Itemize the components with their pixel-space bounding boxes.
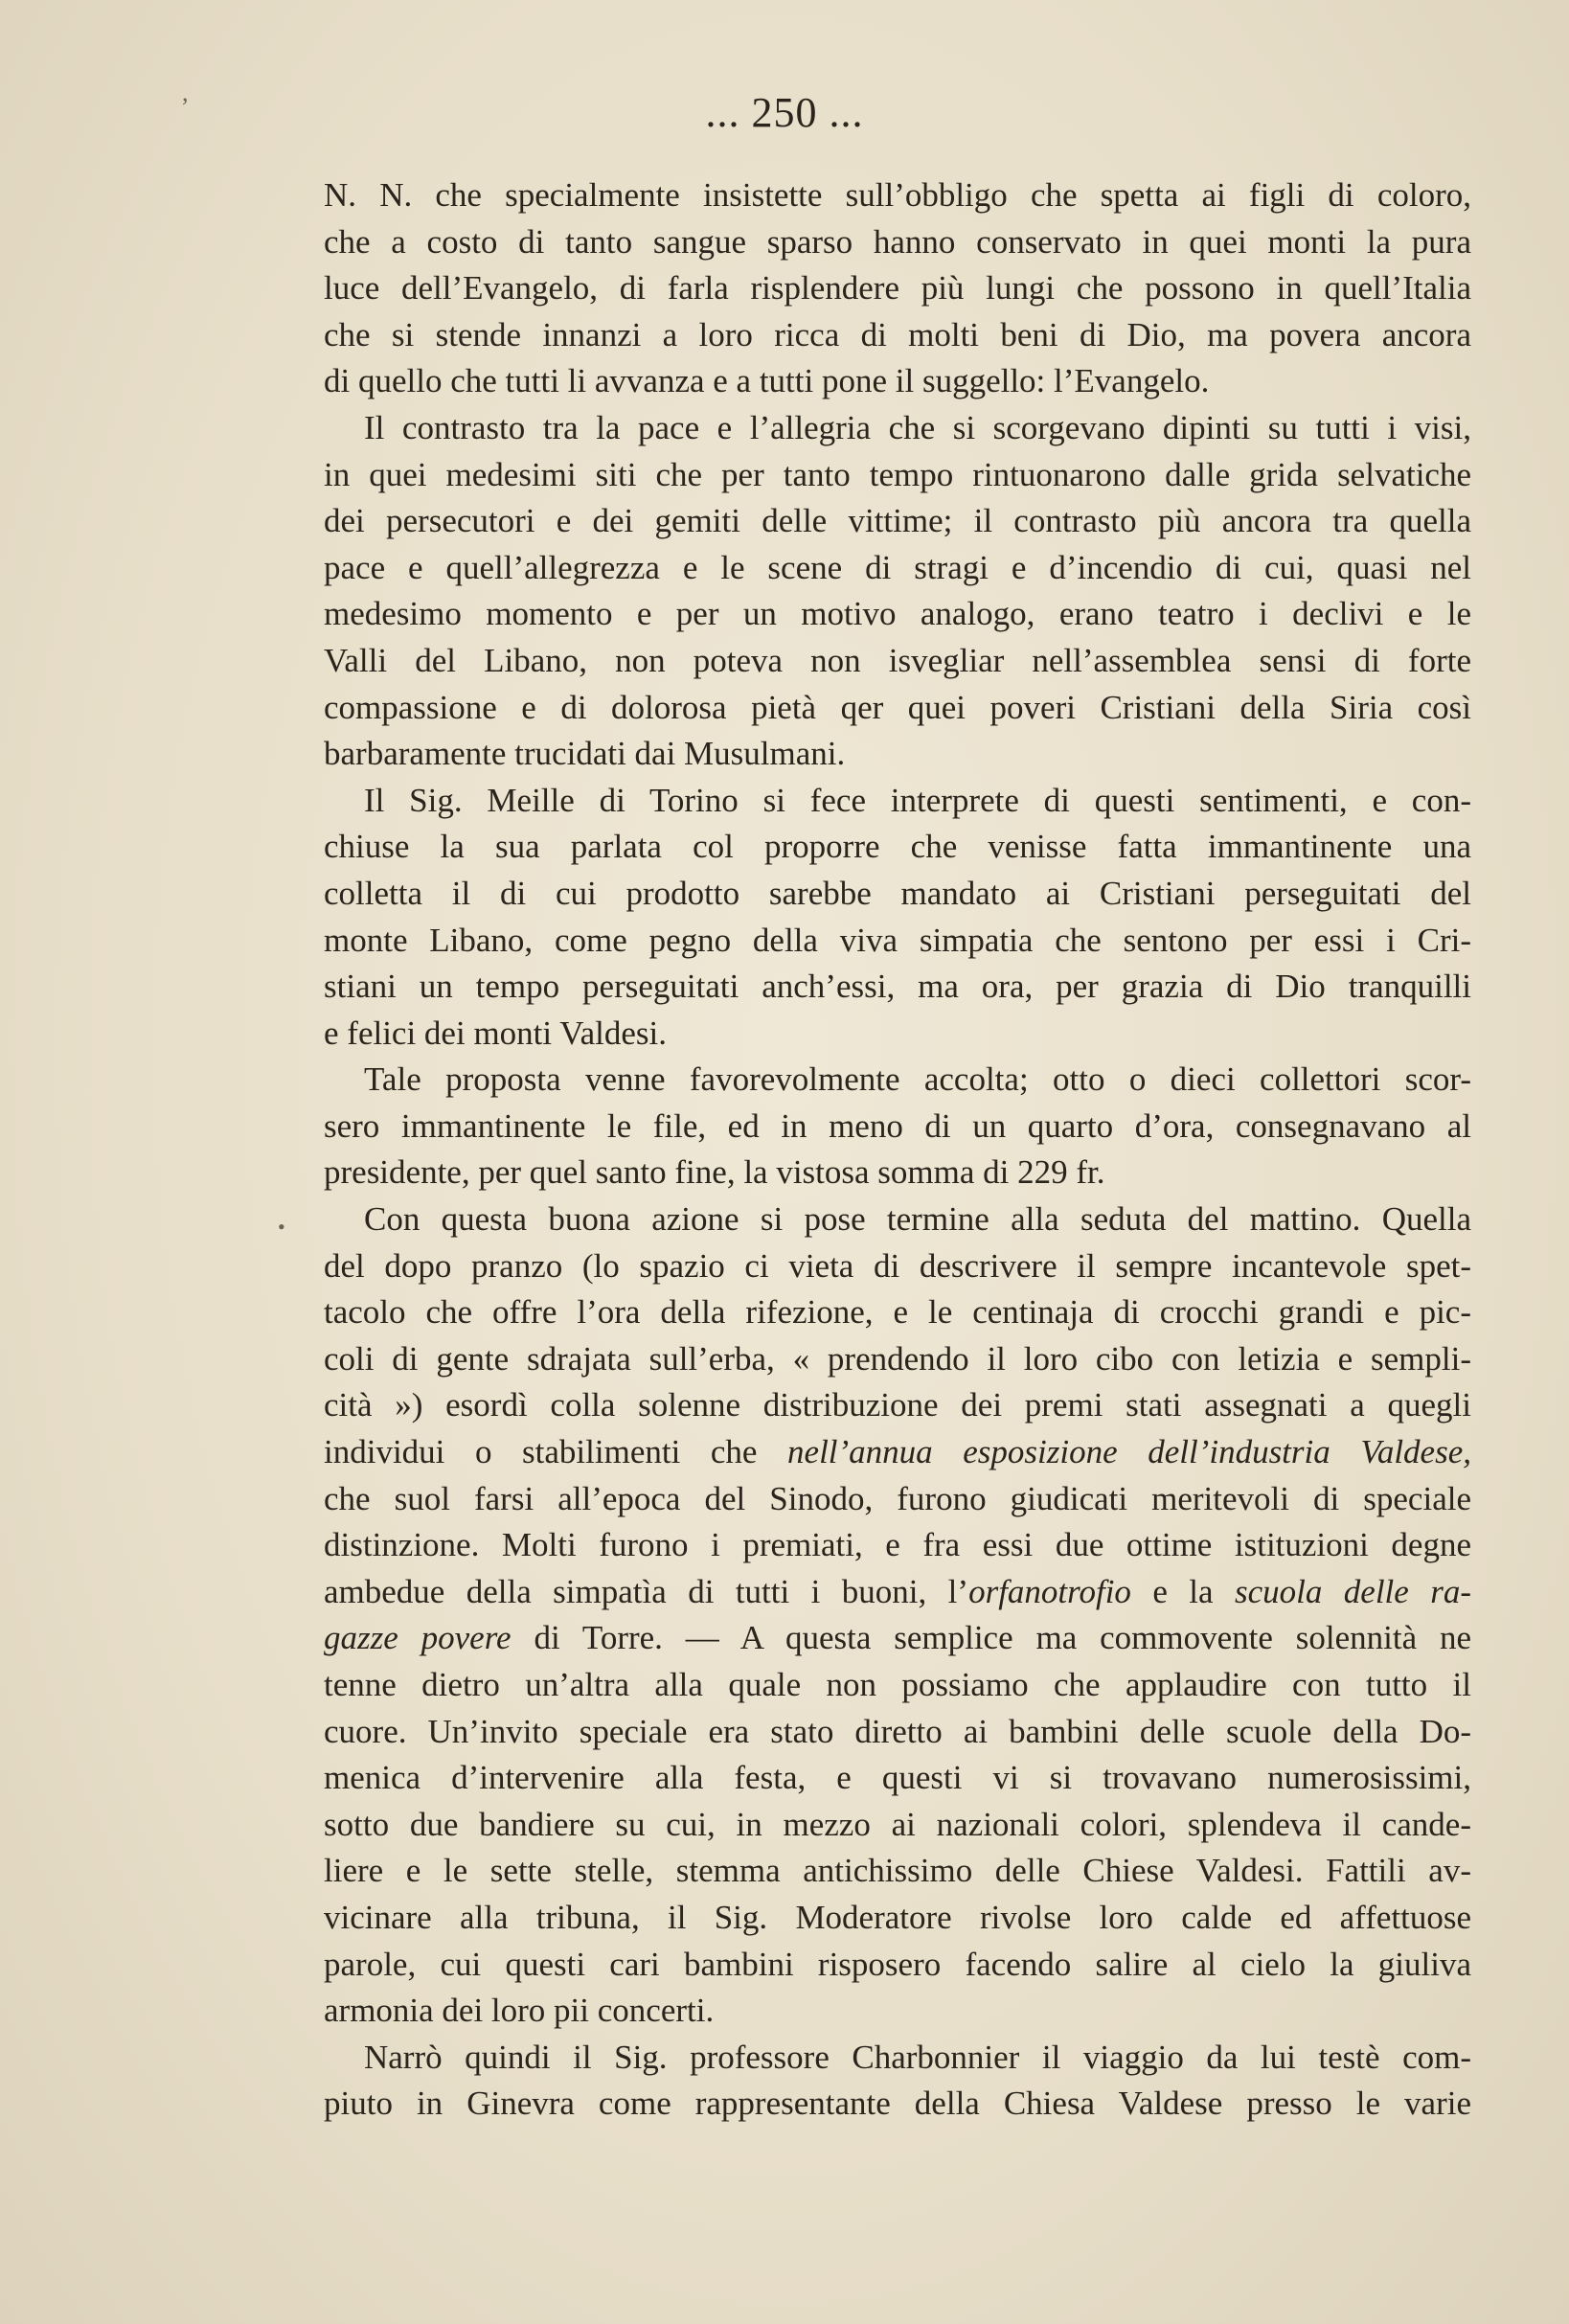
text-line: Il Sig. Meille di Torino si fece interprete di questi sentimenti, e con- <box>364 781 1471 819</box>
text-run: individui o stabilimenti che <box>324 1433 788 1471</box>
page-number: ... 250 ... <box>705 89 864 136</box>
margin-mark: , <box>182 79 189 106</box>
text-line: Narrò quindi il Sig. professore Charbonnier il viaggio da lui testè com- <box>364 2038 1471 2076</box>
text-line: liere e le sette stelle, stemma antichissimo delle Chiese Valdesi. Fattili av- <box>324 1852 1471 1890</box>
text-line: compassione e di dolorosa pietà qer quei poveri Cristiani della Siria così <box>324 688 1471 726</box>
text-line: distinzione. Molti furono i premiati, e fra essi due ottime istituzioni degne <box>324 1526 1471 1564</box>
text-run: ambedue della simpatìa di tutti i buoni, l’ <box>324 1572 969 1610</box>
text-line: Valli del Libano, non poteva non isvegliar nell’assemblea sensi di forte <box>324 641 1471 679</box>
text-line: in quei medesimi siti che per tanto tempo rintuonarono dalle grida selvatiche <box>324 455 1471 493</box>
text-line: medesimo momento e per un motivo analogo, erano teatro i declivi e le <box>324 595 1471 633</box>
body-text <box>324 172 1471 2128</box>
text-line <box>324 1615 1471 1662</box>
text-line: monte Libano, come pegno della viva simpatia che sentono per essi i Cri- <box>324 921 1471 959</box>
text-line: presidente, per quel santo fine, la vistosa somma di 229 fr. <box>324 1153 1105 1192</box>
italic-text: scuola delle ra- <box>1234 1572 1471 1610</box>
text-line: parole, cui questi cari bambini risposero facendo salire al cielo la giuliva <box>324 1945 1471 1983</box>
text-line: chiuse la sua parlata col proporre che venisse fatta immantinente una <box>324 828 1471 866</box>
text-line: che a costo di tanto sangue sparso hanno conservato in quei monti la pura <box>324 222 1471 261</box>
text-line: N. N. che specialmente insistette sull’obbligo che spetta ai figli di coloro, <box>324 176 1471 214</box>
text-run: di Torre. — A questa semplice ma commovente solennità ne <box>511 1619 1471 1657</box>
text-line: dei persecutori e dei gemiti delle vittime; il contrasto più ancora tra quella <box>324 502 1471 540</box>
text-line: pace e quell’allegrezza e le scene di stragi e d’incendio di cui, quasi nel <box>324 548 1471 586</box>
italic-text: nell’annua esposizione dell’industria Valdese, <box>787 1433 1471 1471</box>
text-run: e la <box>1130 1572 1235 1610</box>
text-line: coli di gente sdrajata sull’erba, « prendendo il loro cibo con letizia e sempli- <box>324 1339 1471 1378</box>
text-line: cità ») esordì colla solenne distribuzione dei premi stati assegnati a quegli <box>324 1386 1471 1424</box>
text-line: menica d’intervenire alla festa, e questi vi si trovavano numerosissimi, <box>324 1759 1471 1797</box>
text-line: tacolo che offre l’ora della rifezione, e le centinaja di crocchi grandi e pic- <box>324 1293 1471 1332</box>
text-line <box>324 1429 1471 1476</box>
text-line: sotto due bandiere su cui, in mezzo ai nazionali colori, splendeva il cande- <box>324 1805 1471 1843</box>
text-line: stiani un tempo perseguitati anch’essi, ma ora, per grazia di Dio tranquilli <box>324 968 1471 1006</box>
text-line: e felici dei monti Valdesi. <box>324 1014 668 1052</box>
margin-mark: • <box>278 1215 285 1239</box>
text-line: colletta il di cui prodotto sarebbe mandato ai Cristiani perseguitati del <box>324 874 1471 912</box>
text-line: vicinare alla tribuna, il Sig. Moderatore rivolse loro calde ed affettuose <box>324 1898 1471 1936</box>
text-line <box>324 1569 1471 1616</box>
text-line: barbaramente trucidati dai Musulmani. <box>324 735 846 773</box>
text-line: Il contrasto tra la pace e l’allegria che si scorgevano dipinti su tutti i visi, <box>364 408 1471 446</box>
text-line: piuto in Ginevra come rappresentante della Chiesa Valdese presso le varie <box>324 2085 1471 2123</box>
text-line: cuore. Un’invito speciale era stato diretto ai bambini delle scuole della Do- <box>324 1712 1471 1750</box>
text-line: tenne dietro un’altra alla quale non possiamo che applaudire con tutto il <box>324 1666 1471 1703</box>
italic-text: orfanotrofio <box>968 1572 1131 1610</box>
text-line: che suol farsi all’epoca del Sinodo, furono giudicati meritevoli di speciale <box>324 1479 1471 1517</box>
text-line: Con questa buona azione si pose termine alla seduta del mattino. Quella <box>364 1200 1471 1239</box>
text-line: sero immantinente le file, ed in meno di un quarto d’ora, consegnavano al <box>324 1106 1471 1145</box>
text-line: del dopo pranzo (lo spazio ci vieta di descrivere il sempre incantevole spet- <box>324 1246 1471 1285</box>
text-line: luce dell’Evangelo, di farla risplendere più lungi che possono in quell’Italia <box>324 269 1471 308</box>
italic-text: gazze povere <box>324 1619 512 1657</box>
text-line: armonia dei loro pii concerti. <box>324 1992 715 2030</box>
text-line: che si stende innanzi a loro ricca di molti beni di Dio, ma povera ancora <box>324 315 1471 353</box>
text-line: di quello che tutti li avvanza e a tutti pone il suggello: l’Evangelo. <box>324 362 1210 400</box>
text-line: Tale proposta venne favorevolmente accolta; otto o dieci collettori scor- <box>364 1060 1471 1099</box>
